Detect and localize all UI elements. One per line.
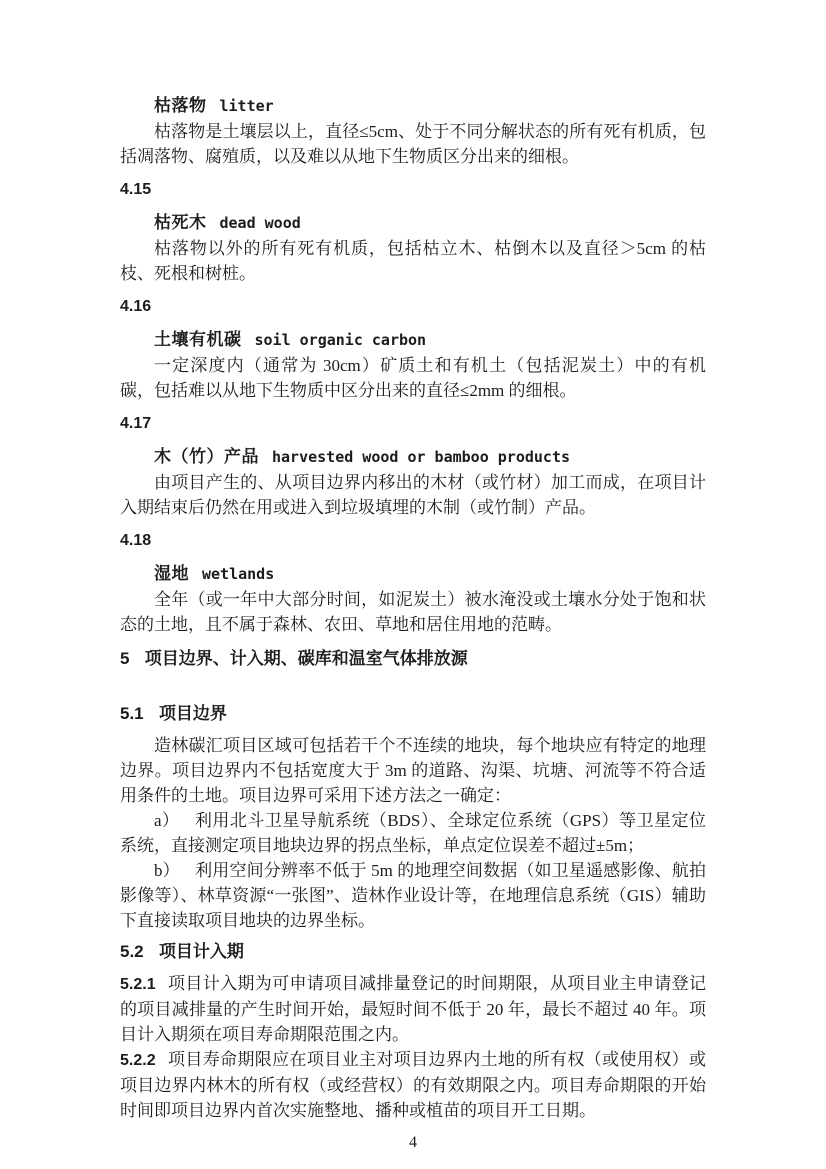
term-definition: 枯落物以外的所有死有机质，包括枯立木、枯倒木以及直径＞5cm 的枯枝、死根和树桩。	[120, 239, 706, 283]
term-zh: 湿地	[154, 564, 189, 583]
definition-block	[120, 411, 706, 520]
definition-block	[120, 528, 706, 637]
term-heading	[120, 93, 706, 119]
chapter-title: 项目边界、计入期、碳库和温室气体排放源	[144, 649, 468, 668]
clause-5-2-1-text: 项目计入期为可申请项目减排量登记的时间期限，从项目业主申请登记的项目减排量的产生时间开始，最短时间不低于 20 年，最长不超过 40 年。项目计入期须在项目寿命期限范围之内。	[120, 974, 706, 1044]
term-en: litter	[219, 97, 274, 115]
clause-5-2-1	[120, 971, 706, 1047]
term-heading	[120, 210, 706, 236]
term-definition: 枯落物是土壤层以上，直径≤5cm、处于不同分解状态的所有死有机质，包括凋落物、腐殖质，以及难以从地下生物质区分出来的细根。	[120, 122, 706, 166]
term-zh: 木（竹）产品	[154, 447, 259, 466]
list-item-a-label: a）	[154, 811, 180, 830]
list-item-a	[120, 808, 706, 858]
clause-number: 4.16	[120, 298, 152, 315]
list-item-b-text: 利用空间分辨率不低于 5m 的地理空间数据（如卫星遥感影像、航拍影像等）、林草资源“一张图”、造林作业设计等，在地理信息系统（GIS）辅助下直接读取项目地块的边界坐标。	[120, 861, 706, 930]
term-definition: 由项目产生的、从项目边界内移出的木材（或竹材）加工而成，在项目计入期结束后仍然在用或进入到垃圾填埋的木制（或竹制）产品。	[120, 473, 706, 517]
definition-block	[120, 294, 706, 403]
term-heading	[120, 561, 706, 587]
term-zh: 枯死木	[154, 213, 207, 232]
section-5-1-intro: 造林碳汇项目区域可包括若干个不连续的地块，每个地块应有特定的地理边界。项目边界内不包括宽度大于 3m 的道路、沟渠、坑塘、河流等不符合适用条件的土地。项目边界可采用下述方法之一确定：	[120, 736, 706, 805]
section-title: 项目计入期	[158, 942, 244, 961]
list-item-a-text: 利用北斗卫星导航系统（BDS）、全球定位系统（GPS）等卫星定位系统，直接测定项目地块边界的拐点坐标，单点定位误差不超过±5m；	[120, 811, 706, 855]
section-5-2-heading	[120, 939, 706, 964]
term-heading	[120, 444, 706, 470]
term-heading	[120, 327, 706, 353]
term-en: dead wood	[219, 214, 301, 232]
list-item-b-label: b）	[154, 861, 180, 880]
term-zh: 土壤有机碳	[154, 330, 242, 349]
term-definition: 全年（或一年中大部分时间，如泥炭土）被水淹没或土壤水分处于饱和状态的土地，且不属于森林、农田、草地和居住用地的范畴。	[120, 590, 706, 634]
list-item-b	[120, 858, 706, 933]
term-definition: 一定深度内（通常为 30cm）矿质土和有机土（包括泥炭土）中的有机碳，包括难以从地下生物质中区分出来的直径≤2mm 的细根。	[120, 356, 706, 400]
section-5-1-heading	[120, 701, 706, 726]
term-en: wetlands	[201, 565, 275, 583]
clause-5-2-2	[120, 1047, 706, 1123]
definition-block	[120, 177, 706, 286]
section-number: 5.2	[120, 942, 144, 961]
definition-block	[120, 93, 706, 169]
chapter-number: 5	[120, 649, 130, 668]
section-title: 项目边界	[158, 704, 227, 723]
clause-number: 4.17	[120, 415, 152, 432]
clause-5-2-2-number: 5.2.2	[120, 1052, 156, 1069]
clause-5-2-2-text: 项目寿命期限应在项目业主对项目边界内土地的所有权（或使用权）或项目边界内林木的所有权（或经营权）的有效期限之内。项目寿命期限的开始时间即项目边界内首次实施整地、播种或植苗的项目开工日期。	[120, 1050, 706, 1120]
clause-5-2-1-number: 5.2.1	[120, 976, 156, 993]
term-en: harvested wood or bamboo products	[271, 448, 570, 466]
section-number: 5.1	[120, 704, 144, 723]
page-number: 4	[409, 1134, 417, 1151]
term-zh: 枯落物	[154, 96, 207, 115]
term-en: soil organic carbon	[254, 331, 427, 349]
clause-number: 4.18	[120, 532, 152, 549]
chapter-5-heading	[120, 646, 706, 671]
clause-number: 4.15	[120, 181, 152, 198]
